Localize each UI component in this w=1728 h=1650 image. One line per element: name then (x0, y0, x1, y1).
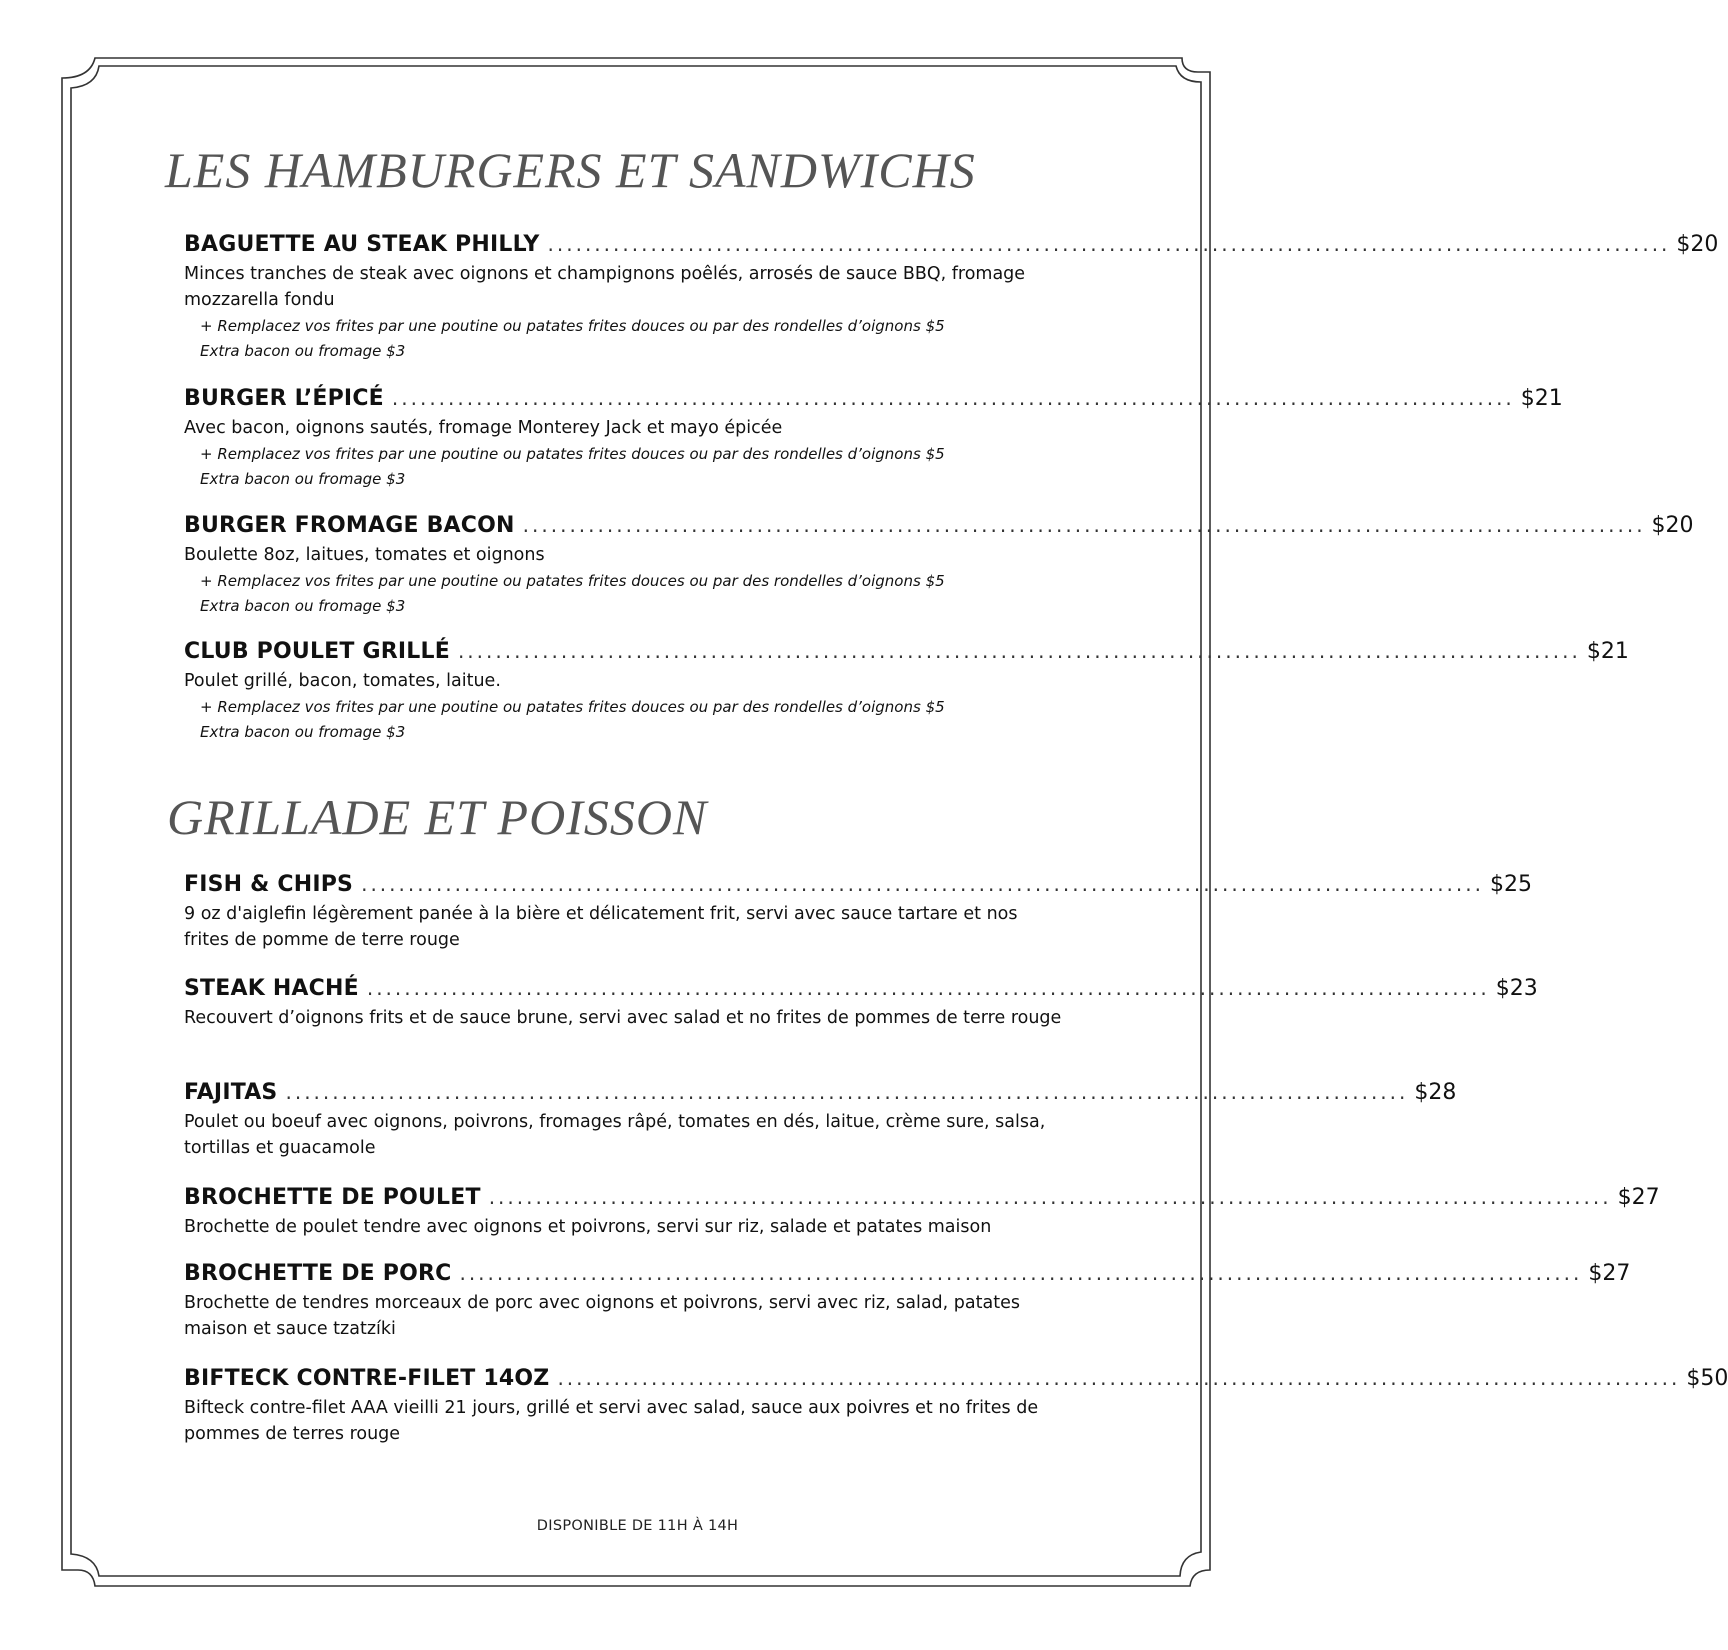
item-extra-note: Extra bacon ou fromage $3 (200, 597, 406, 615)
item-option-note: + Remplacez vos frites par une poutine ou patates frites douces ou par des rondelles d’oignons $5 (200, 572, 945, 590)
dot-leader: ........................................................................................................................ (459, 1261, 1583, 1285)
item-description: Recouvert d’oignons frits et de sauce brune, servi avec salad et no frites de pommes de terre rouge (184, 1008, 1062, 1028)
dot-leader: ........................................................................................................................ (522, 513, 1646, 537)
menu-item-baguette-steak-philly (184, 230, 1719, 363)
menu-item-brochette-poulet (184, 1183, 1660, 1240)
item-description: Brochette de tendres morceaux de porc avec oignons et poivrons, servi avec riz, salad, patates maison et sauce tzatzíki (184, 1293, 1020, 1339)
menu-item-brochette-porc (184, 1259, 1631, 1342)
item-price: $20 (1676, 232, 1719, 257)
item-name: BROCHETTE DE PORC (184, 1261, 452, 1286)
item-description: 9 oz d'aiglefin légèrement panée à la bière et délicatement frit, servi avec sauce tartare et nos frites de pomme de terre rouge (184, 904, 1018, 950)
dot-leader: ........................................................................................................................ (361, 872, 1484, 896)
item-name: BURGER FROMAGE BACON (184, 513, 515, 538)
dot-leader: ........................................................................................................................ (557, 1366, 1681, 1390)
item-name: BAGUETTE AU STEAK PHILLY (184, 232, 540, 257)
item-price: $28 (1414, 1080, 1457, 1105)
item-name: FISH & CHIPS (184, 872, 354, 897)
dot-leader: ........................................................................................................................ (488, 1185, 1612, 1209)
section-title-grillade-poisson: GRILLADE ET POISSON (167, 789, 708, 845)
dot-leader: ........................................................................................................................ (391, 386, 1515, 410)
item-price: $50 (1686, 1366, 1728, 1391)
item-extra-note: Extra bacon ou fromage $3 (200, 723, 406, 741)
dot-leader: ........................................................................................................................ (285, 1080, 1409, 1104)
item-name: BROCHETTE DE POULET (184, 1185, 481, 1210)
menu-item-club-poulet-grille (184, 637, 1629, 744)
item-name: BURGER L’ÉPICÉ (184, 386, 384, 411)
item-description: Brochette de poulet tendre avec oignons et poivrons, servi sur riz, salade et patates maison (184, 1217, 992, 1237)
menu-item-burger-epice (184, 384, 1563, 491)
item-description: Avec bacon, oignons sautés, fromage Monterey Jack et mayo épicée (184, 418, 783, 438)
menu-item-fajitas (184, 1078, 1457, 1161)
item-name: CLUB POULET GRILLÉ (184, 639, 450, 664)
item-price: $21 (1520, 386, 1563, 411)
menu-item-bifteck-contre-filet (184, 1364, 1728, 1447)
item-name: STEAK HACHÉ (184, 976, 359, 1001)
item-price: $23 (1495, 976, 1538, 1001)
item-price: $20 (1651, 513, 1694, 538)
item-price: $25 (1489, 872, 1532, 897)
item-price: $21 (1586, 639, 1629, 664)
item-name: BIFTECK CONTRE-FILET 14OZ (184, 1366, 550, 1391)
item-option-note: + Remplacez vos frites par une poutine ou patates frites douces ou par des rondelles d’oignons $5 (200, 317, 945, 335)
item-option-note: + Remplacez vos frites par une poutine ou patates frites douces ou par des rondelles d’oignons $5 (200, 698, 945, 716)
item-price: $27 (1588, 1261, 1631, 1286)
availability-footer: DISPONIBLE DE 11H À 14H (536, 1518, 739, 1534)
item-name: FAJITAS (184, 1080, 278, 1105)
item-extra-note: Extra bacon ou fromage $3 (200, 342, 406, 360)
section-title-burgers: LES HAMBURGERS ET SANDWICHS (165, 142, 976, 198)
item-description: Boulette 8oz, laitues, tomates et oignons (184, 545, 545, 565)
menu-item-burger-fromage-bacon (184, 511, 1694, 618)
dot-leader: ........................................................................................................................ (457, 639, 1581, 663)
item-extra-note: Extra bacon ou fromage $3 (200, 470, 406, 488)
menu-item-steak-hache (184, 974, 1538, 1031)
item-description: Poulet ou boeuf avec oignons, poivrons, fromages râpé, tomates en dés, laitue, crème sure, salsa, tortillas et guacamole (184, 1112, 1046, 1158)
dot-leader: ........................................................................................................................ (547, 232, 1671, 256)
item-description: Poulet grillé, bacon, tomates, laitue. (184, 671, 501, 691)
item-description: Minces tranches de steak avec oignons et champignons poêlés, arrosés de sauce BBQ, fromage mozzarella fondu (184, 264, 1026, 310)
item-description: Bifteck contre-filet AAA vieilli 21 jours, grillé et servi avec salad, sauce aux poivres et no frites de pommes de terres rouge (184, 1398, 1039, 1444)
menu-item-fish-and-chips (184, 870, 1532, 953)
item-price: $27 (1617, 1185, 1660, 1210)
item-option-note: + Remplacez vos frites par une poutine ou patates frites douces ou par des rondelles d’oignons $5 (200, 445, 945, 463)
dot-leader: ........................................................................................................................ (366, 976, 1490, 1000)
